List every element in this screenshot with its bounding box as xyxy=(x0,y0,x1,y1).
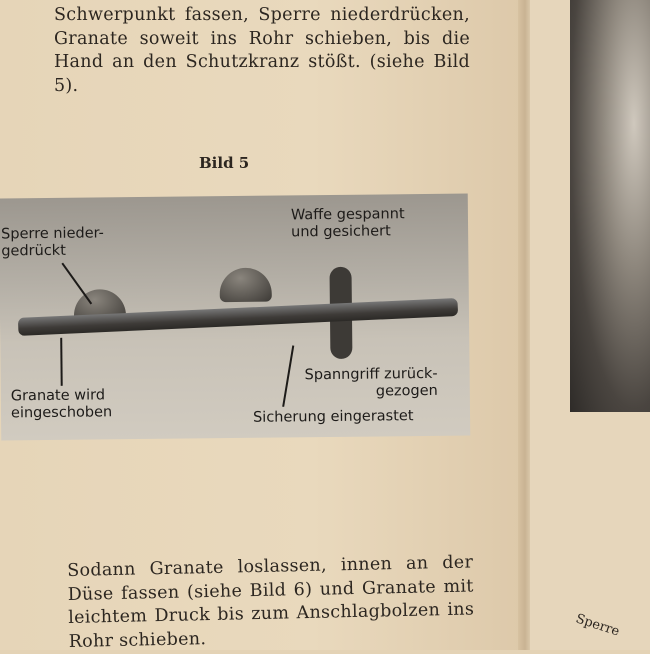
right-page-margin-text: Sperre xyxy=(573,611,622,640)
pointer-line xyxy=(61,263,91,305)
label-sicherung: Sicherung eingerastet xyxy=(252,408,414,426)
label-sperre: Sperre nieder- gedrückt xyxy=(1,225,104,260)
paragraph-top: Schwerpunkt fassen, Sperre niederdrücken, Granate soweit ins Rohr schieben, bis die Hand an den Schutzkranz stößt. (siehe Bild 5). xyxy=(54,5,470,96)
figure-caption: Bild 5 xyxy=(199,154,250,172)
soldier-helmet xyxy=(219,268,271,303)
figure-photo xyxy=(0,194,470,441)
label-spanngriff: Spanngriff zurück- gezogen xyxy=(304,365,438,400)
pointer-line xyxy=(60,338,62,386)
paragraph-bottom: Sodann Granate loslassen, innen an der Düse fassen (siehe Bild 6) und Granate mit leichtem Druck bis zum Anschlagbolzen ins Rohr schieben. xyxy=(67,552,475,652)
label-waffe: Waffe gespannt und gesichert xyxy=(290,206,405,241)
label-granate: Granate wird eingeschoben xyxy=(10,387,113,422)
right-page-photo xyxy=(570,0,650,412)
pointer-line xyxy=(282,345,294,406)
